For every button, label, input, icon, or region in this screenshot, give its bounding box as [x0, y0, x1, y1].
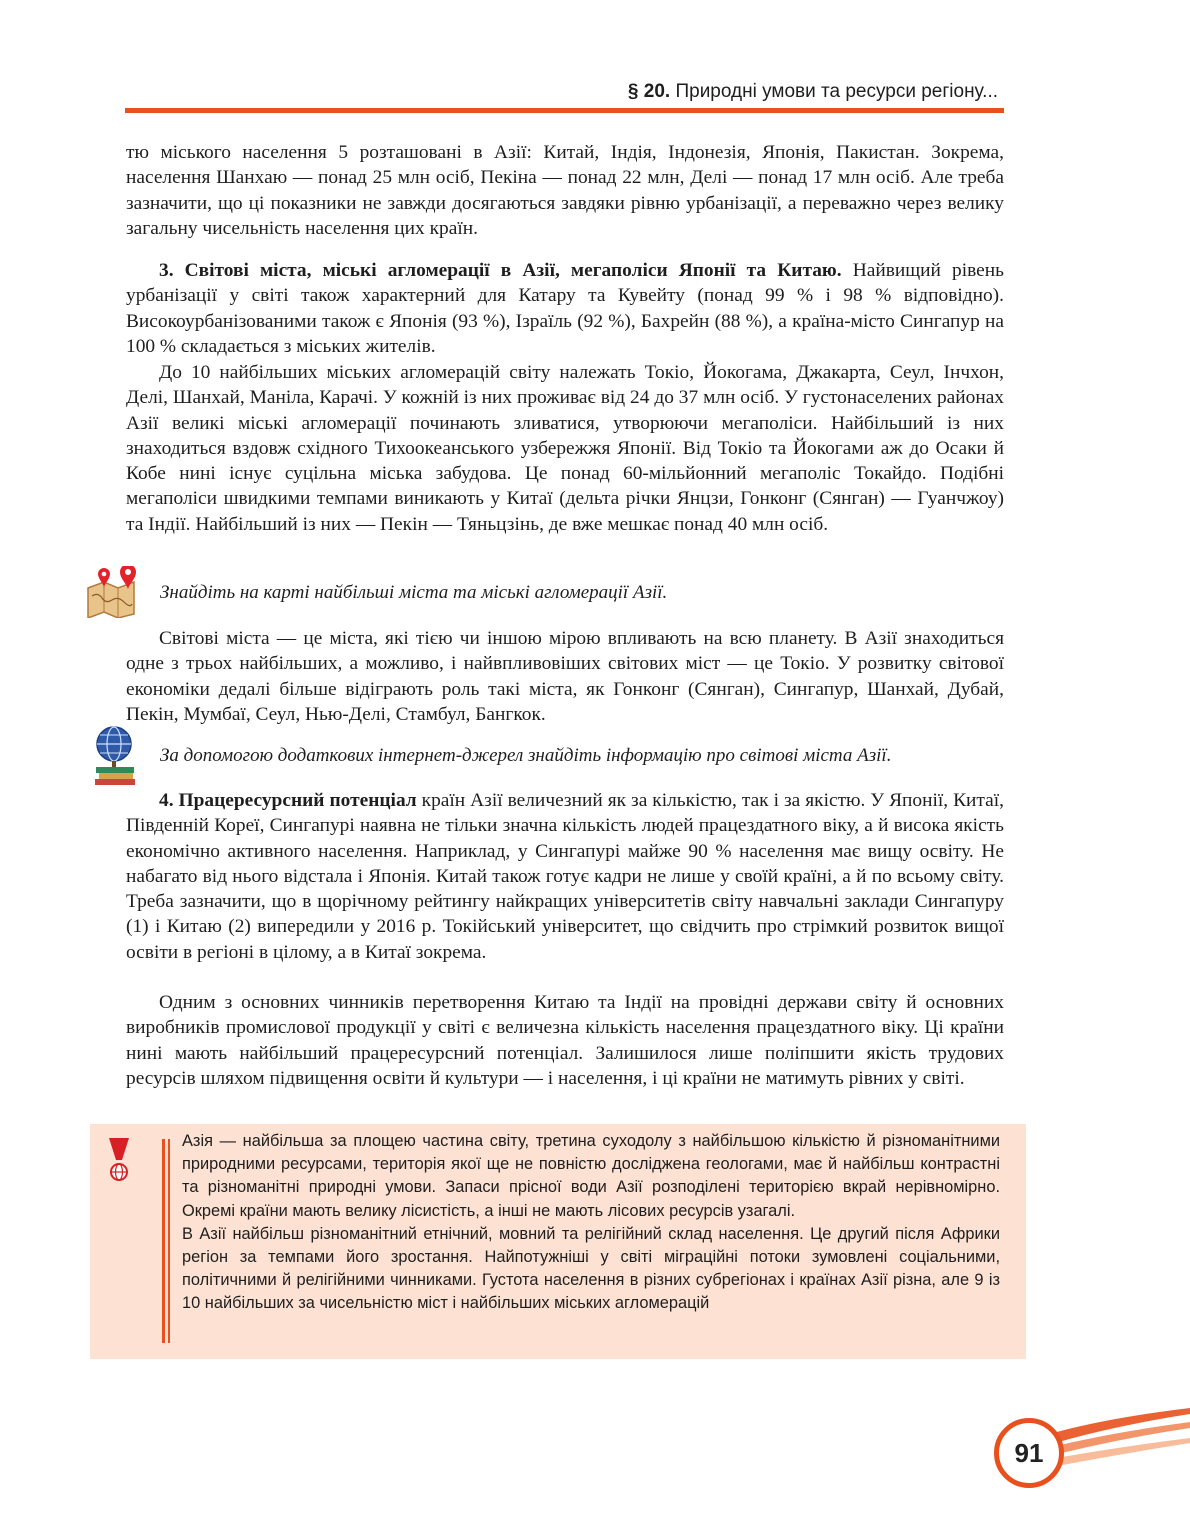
paragraph-agglomerations: До 10 найбільших міських агломерацій світу належать Токіо, Йокогама, Джакарта, Сеул, Інчхон, Делі, Шанхай, Маніла, Карачі. У кожній із них проживає від 24 до 37 млн осіб. У густонаселених районах Азії великі міські агломерації починають зливатися, утворюючи мегаполіси. Найбільший із них знаходиться вздовж східного Тихоокеанського узбережжя Японії. Від Токіо та Йокогами аж до Осаки й Кобе нині існує суцільна міська забудова. Це понад 60-мільйонний мегаполіс Токайдо. Подібні мегаполіси швидкими темпами виникають у Китаї (дельта річки Янцзи, Гонконг (Сянган) — Гуанчжоу) та Індії. Найбільший із них — Пекін — Тяньцзінь, де вже мешкає понад 40 млн осіб. — [126, 362, 1004, 535]
paragraph-section-4 — [126, 788, 1004, 965]
section-4-body: країн Азії величезний як за кількістю, так і за якістю. У Японії, Китаї, Південній Кореї, Сингапурі наявна не тільки значна кількість людей працездатного віку, а й висока якість економічно активного населення. Наприклад, у Сингапурі майже 90 % населення має вищу освіту. Не набагато від нього відстала і Японія. Китай також готує кадри не лише у своїй країні, а й по всьому світу. Треба зазначити, що в щорічному рейтингу найкращих університетів світу навчальні заклади Сингапуру (1) і Китаю (2) випередили у 2016 р. Токійський університет, що свідчить про стрімкий розвиток вищої освіти в регіоні в цілому, а в Китаї зокрема. — [126, 790, 1004, 963]
section-3-body: Найвищий рівень урбанізації у світі також характерний для Катару та Кувейту (понад 99 % і 98 % відповідно). Високоурбанізованими також є Японія (93 %), Ізраїль (92 %), Бахрейн (88 %), а країна-місто Сингапур на 100 % складається з міських жителів. — [126, 260, 1004, 357]
task-internet: За допомогою додаткових інтернет-джерел знайдіть інформацію про світові міста Азії. — [160, 745, 892, 766]
section-4-heading: 4. Працересурсний потенціал — [159, 790, 417, 811]
section-3-heading: 3. Світові міста, міські агломерації в Азії, мегаполіси Японії та Китаю. — [159, 260, 842, 281]
section-title: Природні умови та ресурси регіону... — [675, 81, 998, 102]
summary-marker-icon — [106, 1136, 132, 1184]
summary-box — [90, 1124, 1026, 1359]
running-header — [580, 78, 998, 106]
summary-paragraph-1: Азія — найбільша за площею частина світу, третина суходолу з найбільшою кількістю й різноманітними природними ресурсами, територія якої ще не повністю досліджена геологами, має й найбільш контрастні та різноманітні природні умови. Запаси прісної води Азії розподілені територією вкрай нерівномірно. Окремі країни мають велику лісистість, а інші не мають лісових ресурсів узагалі. — [182, 1132, 1000, 1220]
summary-text — [182, 1130, 1000, 1316]
page-number: 91 — [994, 1418, 1064, 1488]
paragraph-continuation: тю міського населення 5 розташовані в Азії: Китай, Індія, Індонезія, Японія, Пакистан. Зокрема, населення Шанхаю — понад 25 млн осіб, Пекіна — понад 22 млн, Делі — понад 17 млн осіб. Але треба зазначити, що ці показники не завжди досягаються завдяки рівню урбанізації, а переважно через велику загальну чисельність населення цих країн. — [126, 142, 1004, 239]
summary-rule-thin — [168, 1139, 170, 1343]
summary-paragraph-2: В Азії найбільш різноманітний етнічний, мовний та релігійний склад населення. Це другий після Африки регіон за темпами його зростання. Найпотужніші у світі міграційні потоки зумовлені соціальними, політичними й релігійними чинниками. Густота населення в різних субрегіонах і країнах Азії різна, але 9 із 10 найбільших за чисельністю міст і найбільших міських агломерацій — [182, 1224, 1000, 1313]
section-number: § 20. — [627, 81, 671, 102]
map-pin-icon — [84, 566, 154, 618]
paragraph-china-india: Одним з основних чинників перетворення Китаю та Індії на провідні держави світу й основних виробників промислової продукції у світі є величезна кількість населення працездатного віку. Ці країни нині мають найбільший працересурсний потенціал. Залишилося лише поліпшити якість трудових ресурсів шляхом підвищення освіти й культури — і населення, і ці країни не матимуть рівних у світі. — [126, 992, 1004, 1089]
header-rule — [125, 108, 1004, 113]
paragraph-world-cities: Світові міста — це міста, які тією чи іншою мірою впливають на всю планету. В Азії знаходиться одне з трьох найбільших, а можливо, і найвпливовіших світових міст — це Токіо. У розвитку світової економіки дедалі більше відіграють роль такі міста, як Гонконг (Сянган), Сингапур, Шанхай, Дубай, Пекін, Мумбаї, Сеул, Нью-Делі, Стамбул, Бангкок. — [126, 628, 1004, 725]
summary-rule-thick — [162, 1139, 165, 1343]
task-map: Знайдіть на карті найбільші міста та міські агломерації Азії. — [160, 582, 668, 603]
paragraph-section-3 — [126, 258, 1004, 359]
globe-books-icon — [92, 724, 138, 786]
